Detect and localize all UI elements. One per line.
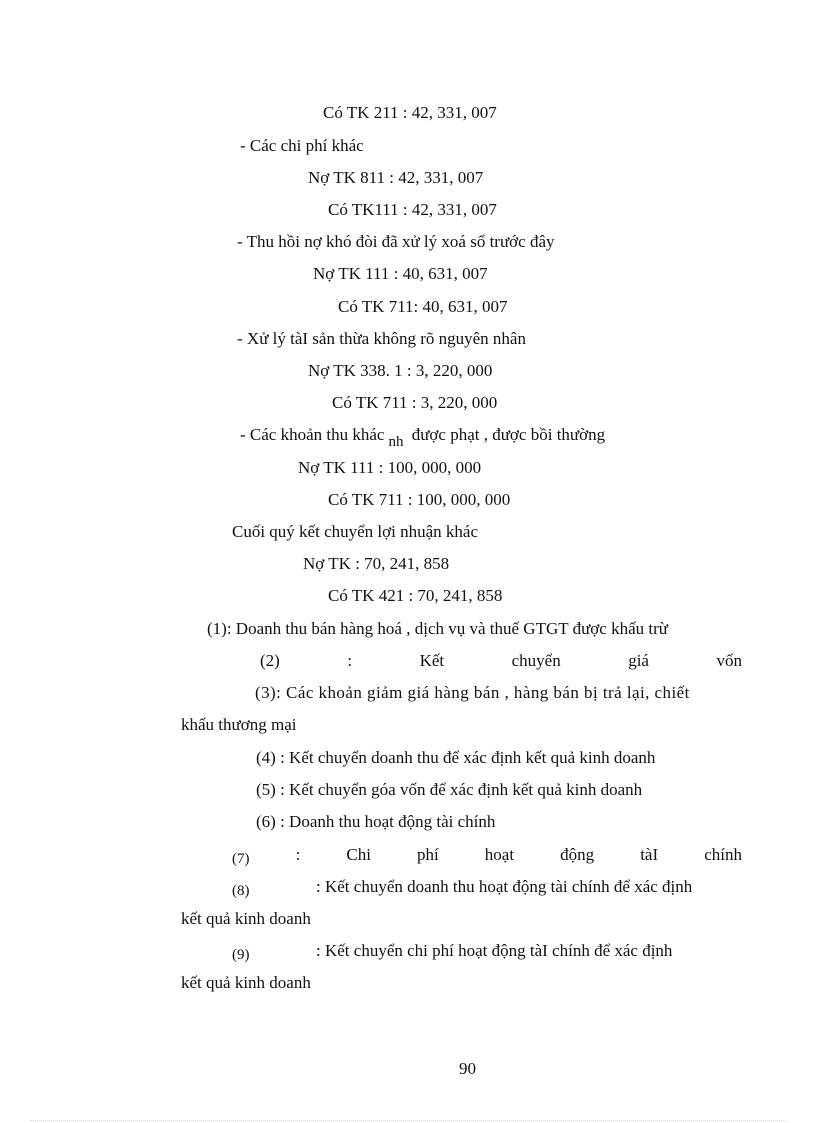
- note-7-word: :: [295, 845, 301, 864]
- note-7: [232, 845, 742, 865]
- note-9-line-2: kết quả kinh doanh: [181, 973, 311, 992]
- note-2-word: chuyển: [511, 651, 561, 670]
- note-7-word: chính: [704, 845, 742, 864]
- other-receipts-text-b: được phạt , được bồi thường: [411, 425, 606, 444]
- entry-debit-tk: Nợ TK : 70, 241, 858: [303, 554, 450, 573]
- note-2-word: Kết: [419, 651, 445, 670]
- entry-debit-111-a: Nợ TK 111 : 40, 631, 007: [313, 264, 488, 283]
- note-2-word: :: [347, 651, 353, 670]
- heading-bad-debt-recovery: - Thu hồi nợ khó đòi đã xử lý xoá sổ trước đây: [237, 232, 555, 251]
- note-6: (6) : Doanh thu hoạt động tài chính: [256, 812, 496, 831]
- entry-credit-421: Có TK 421 : 70, 241, 858: [328, 586, 503, 605]
- note-2-word: vốn: [716, 651, 742, 670]
- page-bottom-divider: [30, 1120, 786, 1121]
- entry-debit-111-b: Nợ TK 111 : 100, 000, 000: [298, 458, 482, 477]
- note-3-text: (3): Các khoản giảm giá hàng bán , hàng bán bị trả lại, chiết: [255, 683, 690, 702]
- note-7-word: (7): [232, 851, 250, 867]
- page-number: 90: [459, 1059, 476, 1078]
- note-8-line-2: kết quả kinh doanh: [181, 909, 311, 928]
- note-2-word: giá: [628, 651, 649, 670]
- heading-quarter-end-transfer: Cuối quý kết chuyển lợi nhuận khác: [232, 522, 478, 541]
- note-2-word: (2): [260, 651, 280, 670]
- note-9-number: (9): [232, 947, 250, 963]
- note-5: (5) : Kết chuyển góa vốn để xác định kết quả kinh doanh: [256, 780, 643, 799]
- entry-debit-811: Nợ TK 811 : 42, 331, 007: [308, 168, 484, 187]
- entry-credit-711-b: Có TK 711 : 3, 220, 000: [332, 393, 498, 412]
- other-receipts-subscript: nh: [388, 434, 404, 450]
- entry-credit-711-c: Có TK 711 : 100, 000, 000: [328, 490, 511, 509]
- note-8-line-1: : Kết chuyển doanh thu hoạt động tài chính để xác định: [316, 877, 693, 896]
- note-7-word: động: [560, 845, 595, 864]
- note-8-number: (8): [232, 883, 250, 899]
- note-7-word: tàI: [640, 845, 659, 864]
- note-4: (4) : Kết chuyển doanh thu để xác định kết quả kinh doanh: [256, 748, 656, 767]
- other-receipts-text-a: - Các khoản thu khác: [240, 425, 385, 444]
- note-9-line-1: : Kết chuyển chi phí hoạt động tàI chính để xác định: [316, 941, 673, 960]
- entry-credit-711-a: Có TK 711: 40, 631, 007: [338, 297, 508, 316]
- heading-surplus-assets: - Xử lý tàI sản thừa không rõ nguyên nhân: [237, 329, 526, 348]
- note-1: (1): Doanh thu bán hàng hoá , dịch vụ và thuế GTGT được khấu trừ: [207, 619, 668, 638]
- note-7-word: hoạt: [484, 845, 515, 864]
- note-7-word: phí: [416, 845, 439, 864]
- note-3-line-1: [255, 683, 742, 703]
- entry-credit-211: Có TK 211 : 42, 331, 007: [323, 103, 497, 122]
- note-3-line-2: khấu thương mại: [181, 715, 297, 734]
- note-7-word: Chi: [346, 845, 371, 864]
- entry-debit-3381: Nợ TK 338. 1 : 3, 220, 000: [308, 361, 493, 380]
- heading-other-expenses: - Các chi phí khác: [240, 136, 364, 155]
- note-2: [260, 651, 742, 671]
- heading-other-receipts: [240, 425, 606, 450]
- entry-credit-111: Có TK111 : 42, 331, 007: [328, 200, 497, 219]
